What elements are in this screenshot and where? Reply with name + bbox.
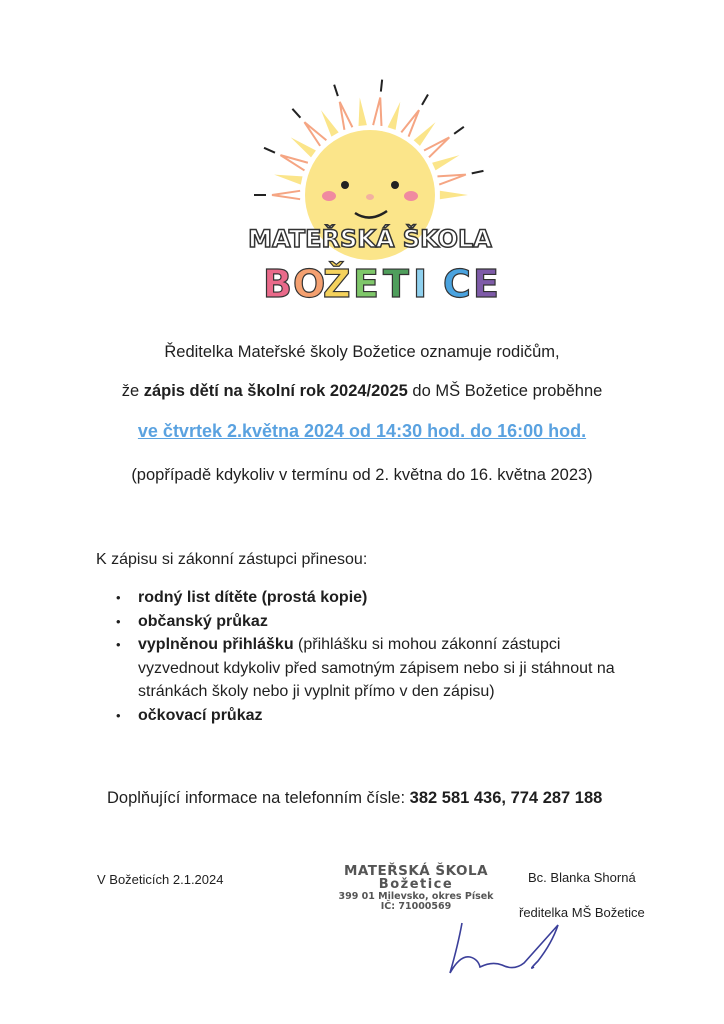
sun-dash xyxy=(334,85,338,96)
enrollment-title: zápis dětí na školní rok 2024/2025 xyxy=(143,382,408,400)
sun-ray xyxy=(388,102,401,130)
sun-dash xyxy=(381,80,382,92)
enrollment-date: ve čtvrtek 2.května 2024 od 14:30 hod. do 16:00 hod. xyxy=(137,421,587,441)
sun-dash xyxy=(264,148,275,153)
phone-numbers: 382 581 436, 774 287 188 xyxy=(409,789,603,807)
sun-ray xyxy=(272,191,300,199)
signatory-name: Bc. Blanka Shorná xyxy=(528,870,636,885)
announcement-line-2 xyxy=(0,382,724,401)
sun-dash xyxy=(292,109,300,118)
sun-ray xyxy=(280,155,307,170)
sun-ray xyxy=(414,122,436,146)
logo-letter: E xyxy=(473,262,499,306)
sun-ray xyxy=(437,175,465,185)
logo-letter: T xyxy=(383,262,409,306)
stamp-line-2: Božetice xyxy=(378,877,454,893)
left-cheek xyxy=(322,191,336,201)
sun-ray xyxy=(373,98,381,126)
logo-letter: E xyxy=(353,262,379,306)
sun-dash xyxy=(454,127,464,134)
sun-ray xyxy=(424,137,449,157)
sun-ray xyxy=(401,110,419,136)
requirements-list xyxy=(116,586,636,727)
sun-dash xyxy=(472,171,484,173)
list-item-bold: rodný list dítěte (prostá kopie) xyxy=(138,589,368,606)
logo-letter: C xyxy=(443,262,471,306)
signatory-role: ředitelka MŠ Božetice xyxy=(519,905,645,920)
stamp-line-4: IČ: 71000569 xyxy=(380,900,452,912)
handwritten-signature xyxy=(440,915,570,980)
contact-label: Doplňující informace na telefonním čísle: xyxy=(107,789,410,807)
alternative-dates: (popřípadě kdykoliv v termínu od 2. května do 16. května 2023) xyxy=(131,466,593,484)
stamp-line-3: 399 01 Milevsko, okres Písek xyxy=(338,890,494,902)
logo-letter: I xyxy=(413,262,428,306)
announcement-line-1: Ředitelka Mateřské školy Božetice oznamuje rodičům, xyxy=(164,343,560,361)
logo-letter: Ž xyxy=(323,262,351,306)
sun-ray xyxy=(291,137,316,157)
sun-ray xyxy=(340,102,353,130)
list-item-rest: (přihlášku si mohou zákonní zástupci vyzvednout kdykoliv před samotným zápisem nebo si ji stáhnout na stránkách školy nebo ji vyplnit přímo v den zápisu) xyxy=(138,636,615,700)
list-item xyxy=(116,633,636,704)
place-and-date: V Božeticích 2.1.2024 xyxy=(97,872,224,887)
sun-ray xyxy=(274,175,302,185)
requirements-intro: K zápisu si zákonní zástupci přinesou: xyxy=(96,551,368,568)
sun-illustration xyxy=(245,75,499,310)
announcement-line-2-post: do MŠ Božetice proběhne xyxy=(407,382,603,400)
list-item xyxy=(116,586,636,610)
school-logo xyxy=(245,75,499,310)
announcement-line-2-pre: že xyxy=(121,382,144,400)
list-item-bold: očkovací průkaz xyxy=(138,706,263,724)
list-item xyxy=(116,704,636,728)
logo-letter: B xyxy=(263,262,292,306)
nose xyxy=(366,194,374,200)
sun-ray xyxy=(304,122,326,146)
logo-letter: O xyxy=(293,262,326,306)
logo-school-name xyxy=(263,262,499,306)
stamp-line-1: MATEŘSKÁ ŠKOLA xyxy=(343,863,489,879)
right-cheek xyxy=(404,191,418,201)
list-item-bold: vyplněnou přihlášku xyxy=(138,636,294,653)
list-item xyxy=(116,610,636,634)
left-eye xyxy=(341,181,349,189)
contact-info xyxy=(107,789,602,808)
sun-ray xyxy=(359,98,367,126)
list-item-bold: občanský průkaz xyxy=(138,612,268,630)
sun-ray xyxy=(432,155,459,170)
sun-dash xyxy=(422,95,428,105)
sun-ray xyxy=(440,191,468,199)
sun-ray xyxy=(321,110,339,136)
logo-title: MATEŘSKÁ ŠKOLA xyxy=(248,225,492,253)
right-eye xyxy=(391,181,399,189)
school-stamp xyxy=(333,864,499,912)
